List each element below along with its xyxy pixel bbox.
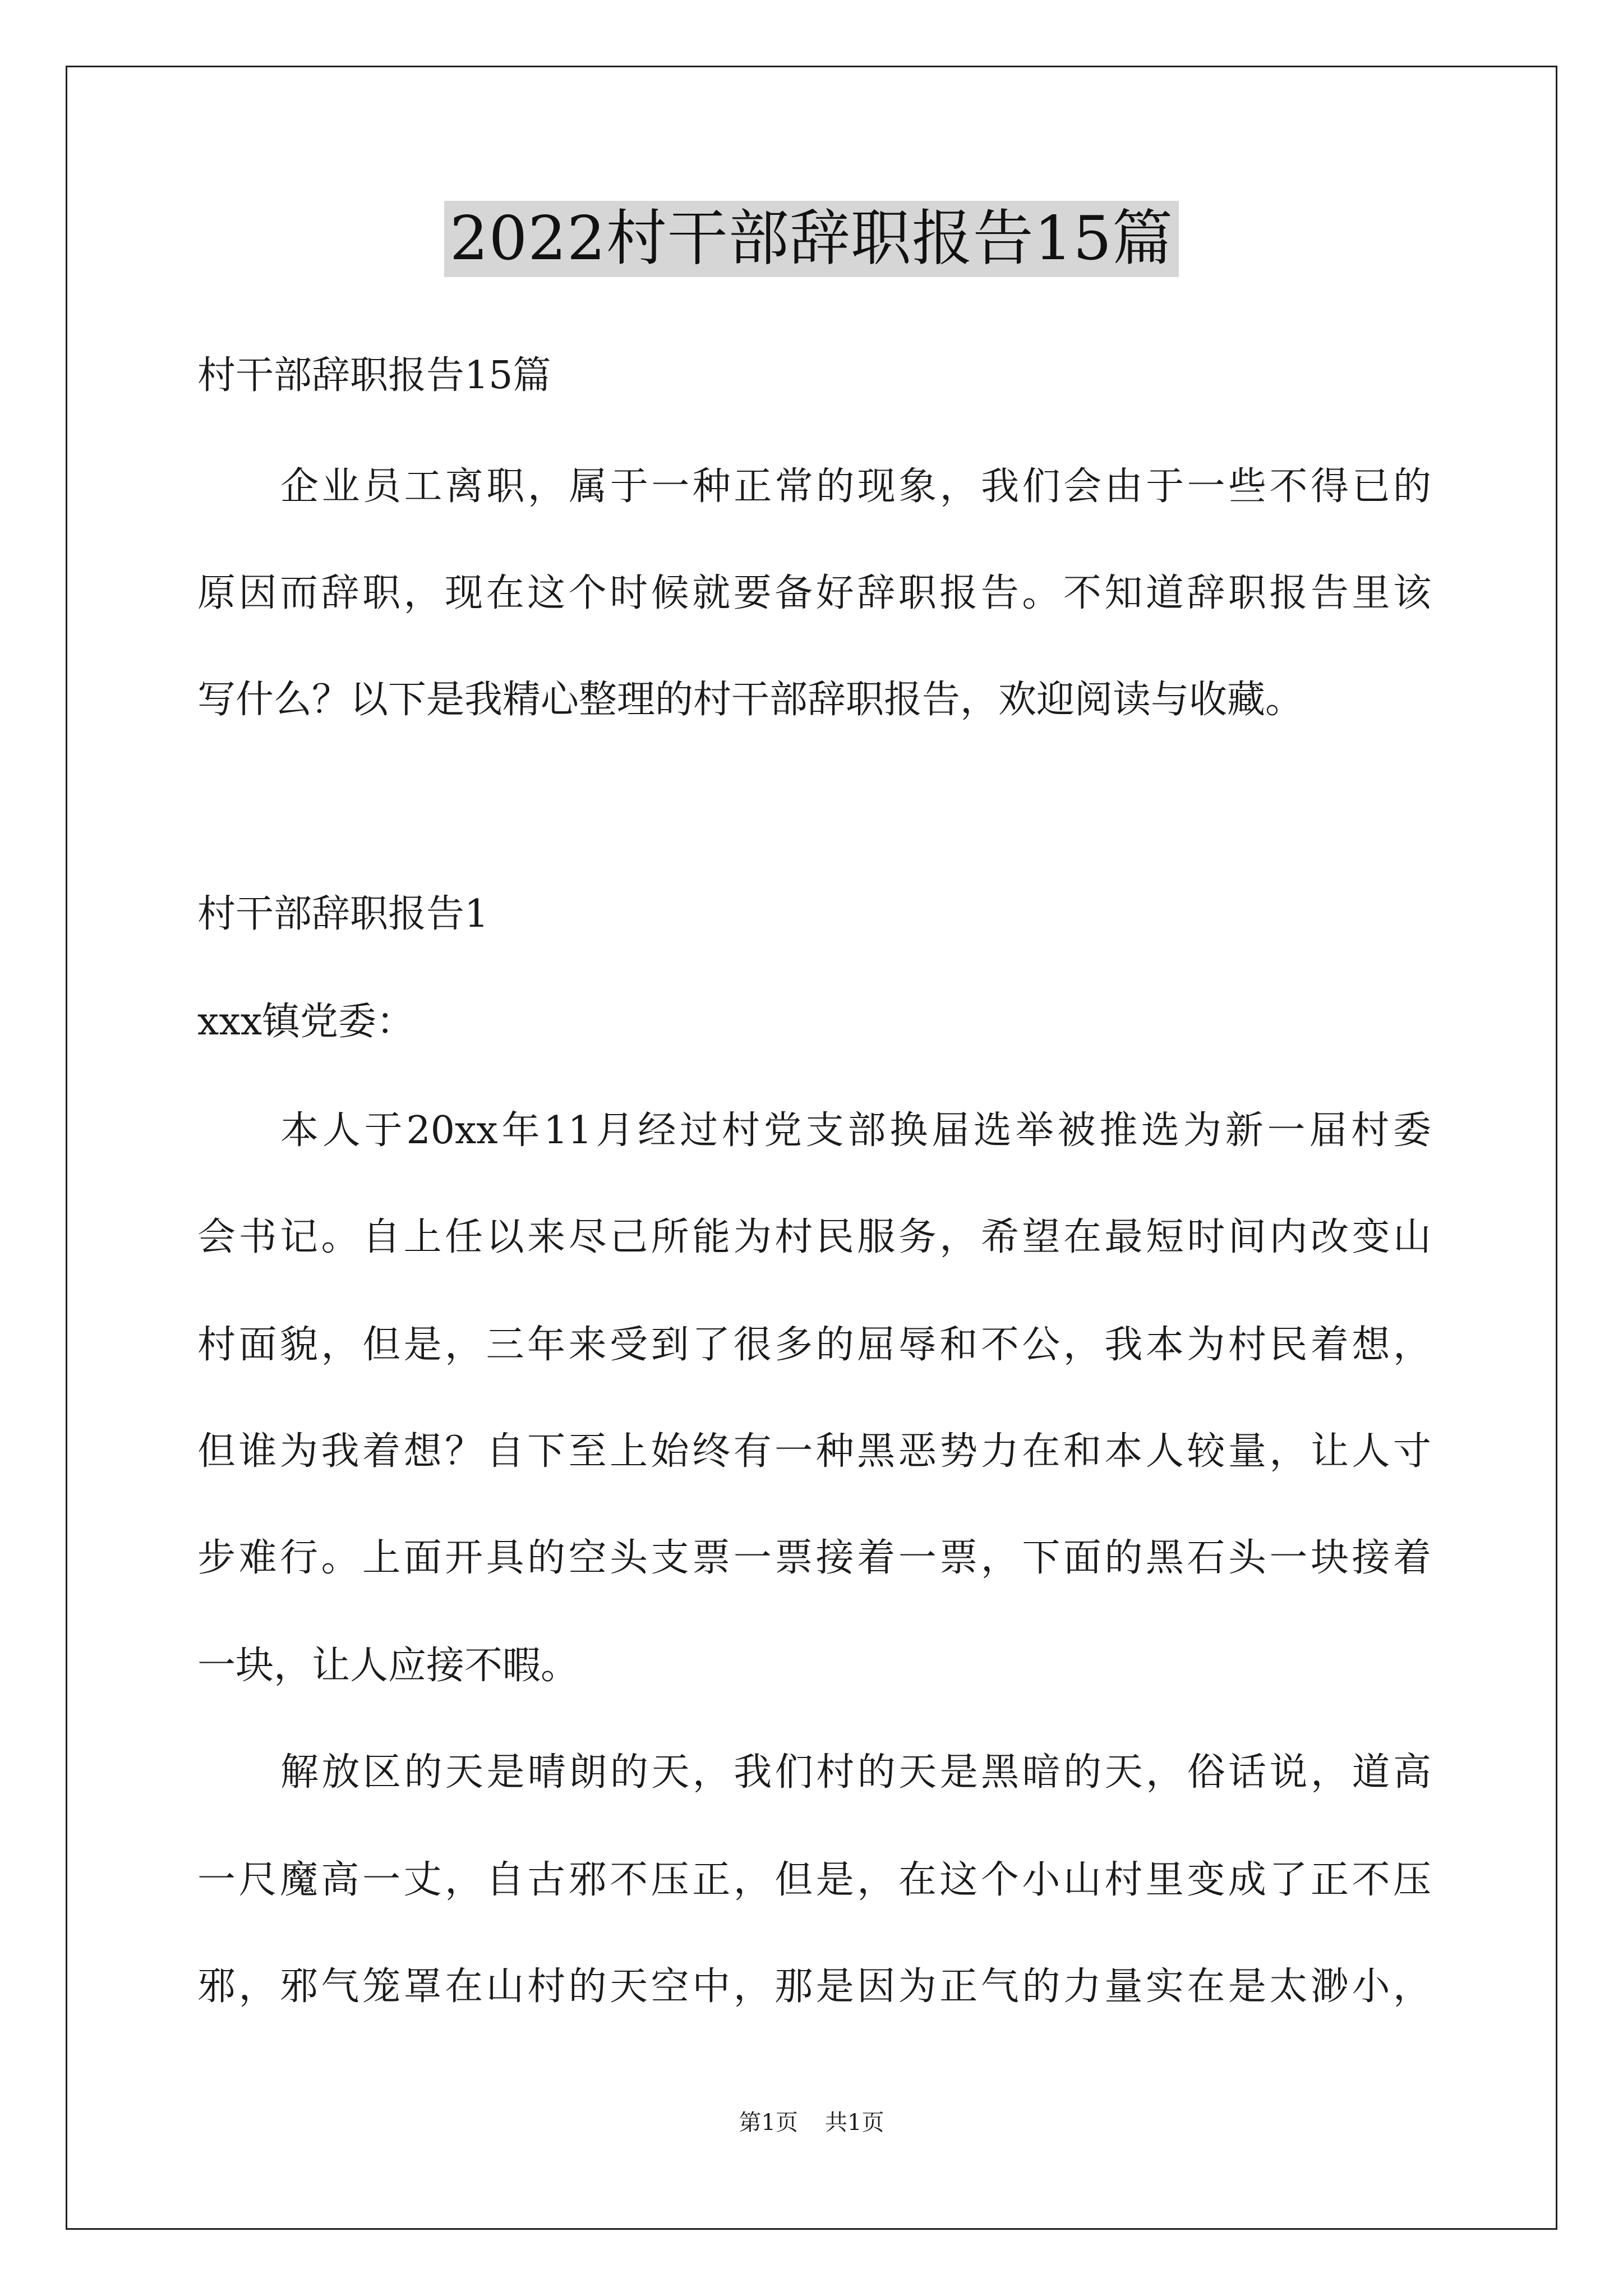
document-subtitle: 村干部辞职报告15篇 <box>197 353 551 398</box>
section-heading: 村干部辞职报告1 <box>197 892 489 936</box>
page-number-current: 第1页 <box>739 2110 798 2136</box>
para2-line-2: 一尺魔高一丈，自古邪不压正，但是，在这个小山村里变成了正不压 <box>197 1858 1431 1902</box>
salutation: xxx镇党委： <box>197 1000 415 1044</box>
para1-line-1: 本人于20xx年11月经过村党支部换届选举被推选为新一届村委 <box>280 1108 1431 1153</box>
page-footer <box>0 2105 1623 2137</box>
para1-line-6: 一块，让人应接不暇。 <box>197 1644 579 1688</box>
para1-line-5: 步难行。上面开具的空头支票一票接着一票，下面的黑石头一块接着 <box>197 1536 1431 1580</box>
document-title: 2022村干部辞职报告15篇 <box>444 201 1179 277</box>
para2-line-1: 解放区的天是晴朗的天，我们村的天是黑暗的天，俗话说，道高 <box>280 1750 1431 1795</box>
para2-line-3: 邪，邪气笼罩在山村的天空中，那是因为正气的力量实在是太渺小， <box>197 1964 1431 2009</box>
intro-line-3: 写什么？以下是我精心整理的村干部辞职报告，欢迎阅读与收藏。 <box>197 678 1304 722</box>
intro-line-1: 企业员工离职，属于一种正常的现象，我们会由于一些不得已的 <box>280 464 1431 509</box>
intro-line-2: 原因而辞职，现在这个时候就要备好辞职报告。不知道辞职报告里该 <box>197 571 1431 615</box>
para1-line-2: 会书记。自上任以来尽己所能为村民服务，希望在最短时间内改变山 <box>197 1215 1431 1259</box>
para1-line-3: 村面貌，但是，三年来受到了很多的屈辱和不公，我本为村民着想， <box>197 1323 1431 1367</box>
title-container <box>0 201 1623 277</box>
page-number-total: 共1页 <box>825 2110 884 2136</box>
para1-line-4: 但谁为我着想？自下至上始终有一种黑恶势力在和本人较量，让人寸 <box>197 1429 1431 1474</box>
